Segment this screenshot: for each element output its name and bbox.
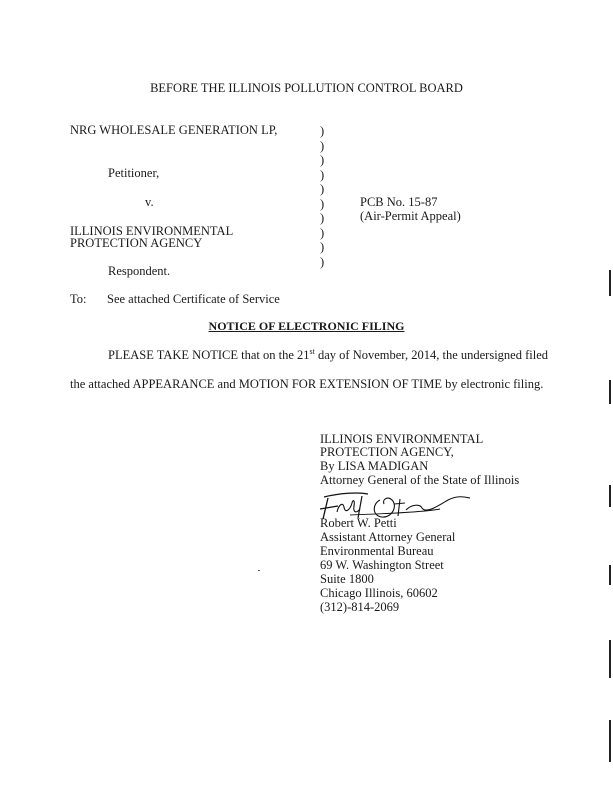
scan-edge-mark [609,720,611,762]
body-line-2: the attached APPEARANCE and MOTION FOR EXTENSION OF TIME by electronic filing. [70,377,544,391]
attorney-division: Environmental Bureau [320,544,434,558]
caption-bracket: ) [320,138,325,153]
address-suite: Suite 1800 [320,572,374,586]
scan-speck [258,570,260,571]
sender-line-3: By LISA MADIGAN [320,459,429,473]
caption-bracket: ) [320,196,325,211]
respondent-role: Respondent. [108,264,171,278]
petitioner-role: Petitioner, [108,166,160,180]
phone-number: (312)-814-2069 [320,600,400,614]
sender-line-2: PROTECTION AGENCY, [320,445,454,459]
document-heading: BEFORE THE ILLINOIS POLLUTION CONTROL BOARD [150,81,463,95]
caption-bracket-column [320,124,330,269]
sender-line-4: Attorney General of the State of Illinois [320,473,520,487]
caption-bracket: ) [320,182,325,196]
ordinal-suffix: st [309,347,315,356]
to-value: See attached Certificate of Service [107,292,280,306]
address-street: 69 W. Washington Street [320,558,444,572]
respondent-name-line1: ILLINOIS ENVIRONMENTAL [70,224,234,238]
notice-title: NOTICE OF ELECTRONIC FILING [208,319,405,333]
case-type: (Air-Permit Appeal) [360,209,461,223]
body-line-1-start: PLEASE TAKE NOTICE that on the 21 [108,348,310,362]
case-number: PCB No. 15-87 [360,195,438,209]
caption-bracket: ) [320,240,325,254]
scan-edge-mark [609,640,611,678]
versus-label: v. [145,195,154,209]
scan-edge-mark [609,270,611,296]
petitioner-name: NRG WHOLESALE GENERATION LP, [70,123,278,137]
caption-bracket: ) [320,225,325,240]
attorney-title: Assistant Attorney General [320,530,456,544]
caption-bracket: ) [320,124,325,138]
body-line-1-end: day of November, 2014, the undersigned filed [314,348,548,362]
address-city: Chicago Illinois, 60602 [320,586,438,600]
scan-edge-mark [609,565,611,585]
scan-edge-mark [609,380,611,404]
sender-line-1: ILLINOIS ENVIRONMENTAL [320,432,484,446]
body-line-1 [108,349,548,362]
to-label: To: [70,292,87,306]
attorney-name: Robert W. Petti [320,516,397,530]
caption-bracket: ) [320,153,325,167]
caption-bracket: ) [320,167,325,182]
caption-bracket: ) [320,254,325,269]
respondent-name-line2: PROTECTION AGENCY [70,236,203,250]
scan-edge-mark [609,485,611,507]
caption-bracket: ) [320,211,325,225]
